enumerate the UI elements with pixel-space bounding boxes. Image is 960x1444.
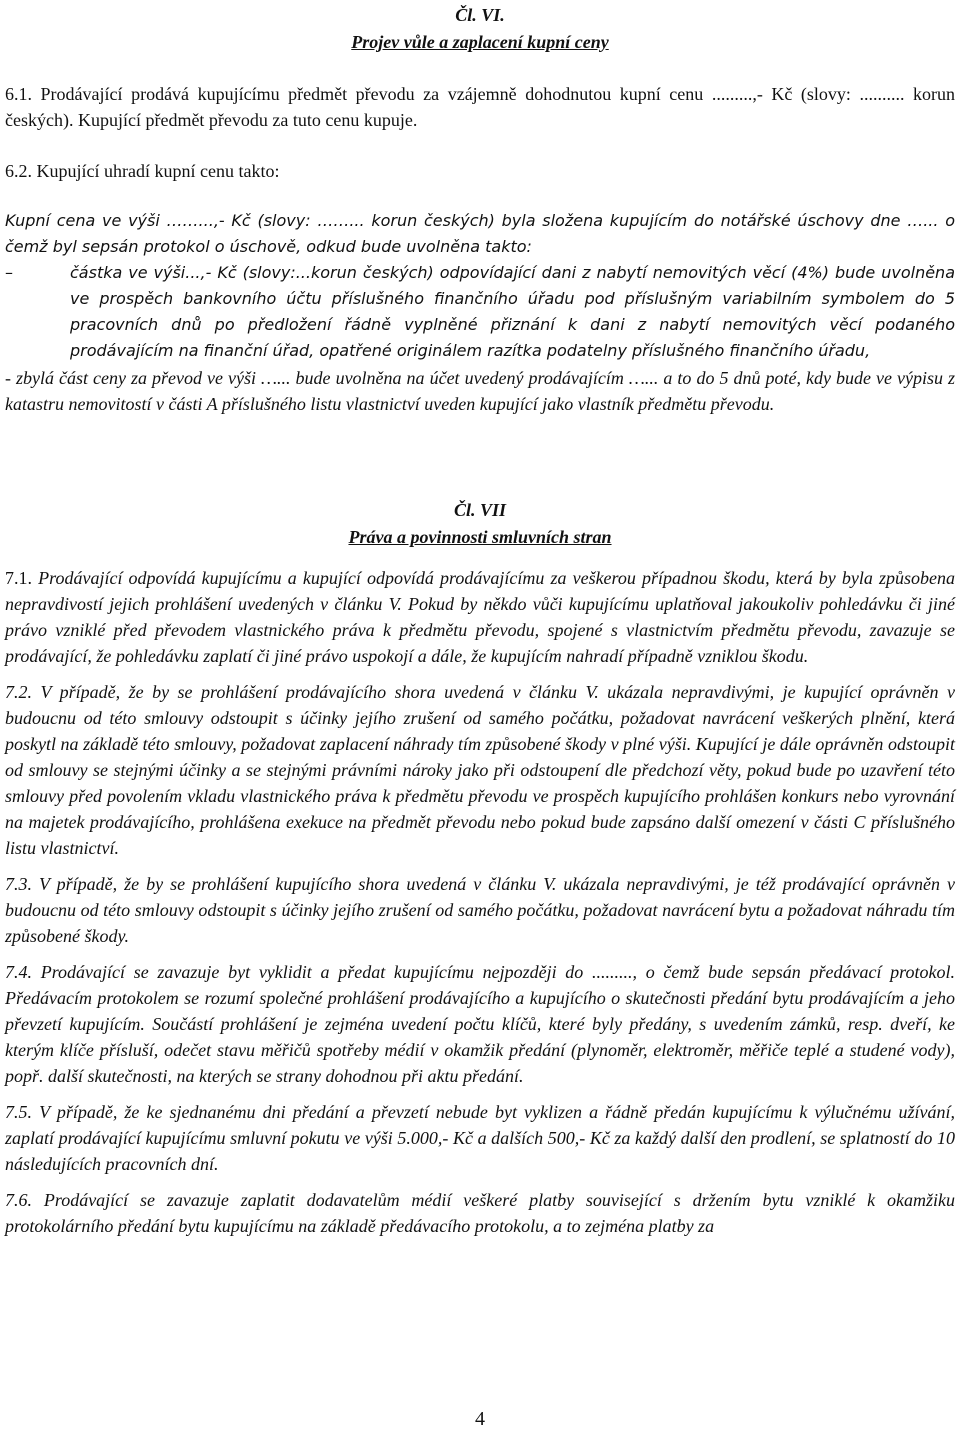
paragraph-7-1-number: 7.1. [5, 568, 32, 588]
paragraph-7-1 [5, 565, 955, 669]
paragraph-7-3: 7.3. V případě, že by se prohlášení kupujícího shora uvedená v článku V. ukázala nepravdivými, je též prodávající oprávněn v budoucnu od této smlouvy odstoupit s účinky jejího zrušení od samého počátku, požadovat navrácení bytu a požadovat náhradu tím způsobené škody. [5, 874, 955, 946]
dash-marker: – [5, 263, 13, 282]
article-7-title: Práva a povinnosti smluvních stran [348, 527, 612, 547]
release-item-tax-text: částka ve výši...,- Kč (slovy:...korun českých) odpovídající dani z nabytí nemovitých věcí (4%) bude uvolněna ve prospěch bankovního účtu příslušného finančního úřadu pod příslušným variabilním symbolem do 5 pracovních dnů po předložení řádně vyplněné přiznání k dani z nabytí nemovitých věcí podaného prodávajícím na finanční úřad, opatřené originálem razítka podatelny příslušného finančního úřadu, [70, 263, 955, 360]
paragraph-6-2-price: Kupní cena ve výši ……...,- Kč (slovy: ……... korun českých) byla složena kupujícím do notářské úschovy dne …... o čemž byl sepsán protokol o úschově, odkud bude uvolněna takto: [5, 211, 955, 256]
release-item-rest: - zbylá část ceny za převod ve výši …... bude uvolněna na účet uvedený prodávajícím …... a to do 5 dnů poté, kdy bude ve výpisu z katastru nemovitostí v části A příslušného listu vlastnictví uveden kupující jako vlastník předmětu převodu. [5, 368, 955, 414]
article-7-number: Čl. VII [453, 500, 507, 520]
release-item-tax [5, 260, 955, 364]
paragraph-7-1-text: Prodávající odpovídá kupujícímu a kupující odpovídá prodávajícímu za veškerou případnou škodu, která by byla způsobena nepravdivostí jejich prohlášení uvedených v článku V. Pokud by někdo vůči kupujícímu uplatňoval jakoukoliv pohledávku či jiné právo vzniklé před převodem vlastnického práva k předmětu převodu, spojené s vlastnictvím předmětu převodu, zavazuje se prodávající, že pohledávku zaplatí či jiné právo uspokojí a dále, že kupujícím nahradí případně vzniklou škodu. [5, 568, 956, 666]
paragraph-7-6: 7.6. Prodávající se zavazuje zaplatit dodavatelům médií veškeré platby související s držením bytu vzniklé k okamžiku protokolárního předání bytu kupujícímu na základě předávacího protokolu, a to zejména platby za [5, 1190, 955, 1236]
paragraph-7-5: 7.5. V případě, že ke sjednanému dni předání a převzetí nebude byt vyklizen a řádně předán kupujícímu k výlučnému užívání, zaplatí prodávající kupujícímu smluvní pokutu ve výši 5.000,- Kč a dalších 500,- Kč za každý další den prodlení, se splatností do 10 následujících pracovních dní. [5, 1102, 955, 1174]
paragraph-6-1: 6.1. Prodávající prodává kupujícímu předmět převodu za vzájemně dohodnutou kupní cenu .........,- Kč (slovy: .......... korun českých). Kupující předmět převodu za tuto cenu kupuje. [5, 84, 955, 130]
article-6-title: Projev vůle a zaplacení kupní ceny [351, 32, 609, 52]
article-7-heading [5, 497, 955, 551]
article-6-number: Čl. VI. [455, 5, 505, 25]
paragraph-7-2: 7.2. V případě, že by se prohlášení prodávajícího shora uvedená v článku V. ukázala nepravdivými, je kupující oprávněn v budoucnu od této smlouvy odstoupit s účinky jejího zrušení od samého počátku, požadovat navrácení veškerých plnění, která poskytl na základě této smlouvy, požadovat zaplacení náhrady tím způsobené škody v plné výši. Kupující je dále oprávněn odstoupit od smlouvy se stejnými účinky a se stejnými právními nároky jako při odstoupení dle předchozí věty, pokud bude po uzavření této smlouvy před povolením vkladu vlastnického práva k předmětu převodu ve prospěch kupujícího prohlášen konkurs nebo vyrovnání na majetek prodávajícího, prohlášena exekuce na předmět převodu nebo pokud bude zapsáno další omezení v části C příslušného listu vlastnictví. [5, 682, 955, 858]
article-6-heading [5, 2, 955, 56]
paragraph-7-4: 7.4. Prodávající se zavazuje byt vyklidit a předat kupujícímu nejpozději do ........., o čemž bude sepsán předávací protokol. Předávacím protokolem se rozumí společné prohlášení prodávajícího a kupujícího o skutečnosti předání bytu prodávajícím a jeho převzetí kupujícím. Součástí prohlášení je zejména uvedení počtu klíčů, které byly předány, s uvedením zámků, resp. dveří, ke kterým klíče přísluší, odečet stavu měřičů spotřeby médií v okamžik předání (plynoměr, elektroměr, měřiče teplé a studené vody), popř. další skutečnosti, na kterých se strany dohodnou při aktu předání. [5, 962, 955, 1086]
paragraph-6-2: 6.2. Kupující uhradí kupní cenu takto: [5, 161, 280, 181]
page-number: 4 [475, 1408, 485, 1430]
document-page [5, 2, 955, 1239]
